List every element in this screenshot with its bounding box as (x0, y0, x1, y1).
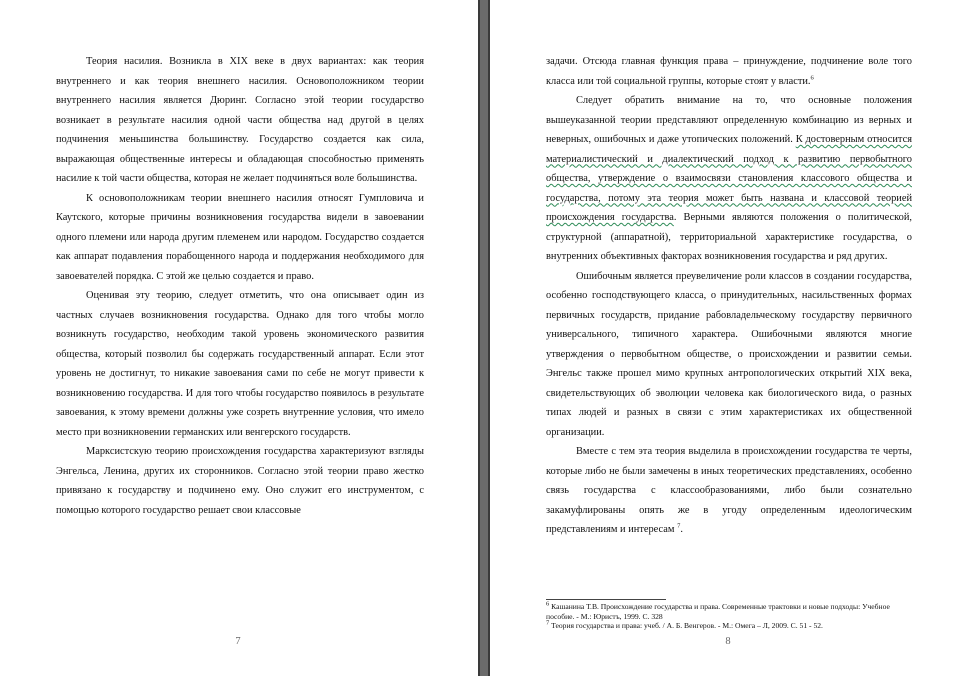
grammar-flagged-text: К достоверным относится материалистический и диалектический подход к развитию первобытного общества, утверждение о взаимосвязи становления классового общества и государства, потому эта теория может быть названа и классовой теорией происхождения государства (546, 134, 912, 223)
paragraph: Марксистскую теорию происхождения государства характеризуют взгляды Энгельса, Ленина, других их сторонников. Согласно этой теории право жестко привязано к государству и подчинено ему. Оно служит его инструментом, с помощью которого государство решает свои классовые (56, 446, 424, 516)
footnote-number: 6 (546, 600, 550, 608)
footnote (546, 621, 906, 631)
footnote (546, 602, 906, 621)
page-number: 8 (725, 636, 731, 647)
page-number: 7 (235, 636, 241, 647)
footnote-separator (546, 599, 666, 600)
footnote-text: Кашанина Т.В. Происхождение государства и права. Современные трактовки и новые подходы: Учебное пособие. - М.: Юристъ, 1999. С. 328 (546, 602, 890, 621)
page-body (56, 52, 424, 520)
footnote-number: 7 (546, 619, 550, 627)
paragraph (546, 91, 912, 267)
paragraph (546, 442, 912, 540)
paragraph-text: задачи. Отсюда главная функция права – принуждение, подчинение воле того класса или той социальной группы, которые стоят у власти. (546, 56, 912, 87)
paragraph (546, 52, 912, 91)
page-divider (478, 0, 490, 676)
paragraph-text: Вместе с тем эта теория выделила в происхождении государства те черты, которые либо не были замечены в иных теоретических представлениях, особенно связь государства с классообразованиями, либо были сознательно закамуфлированы опять же в угоду определенным идеологическим представлениям и интересам (546, 446, 912, 535)
paragraph: К основоположникам теории внешнего насилия относят Гумпловича и Каутского, которые причины возникновения государства видели в завоевании одного племени или народа другим племенем или народом. Государство создается как аппарат подавления порабощенного народа и поддержания необходимого для завоевателей порядка. С этой же целью создается и право. (56, 192, 424, 282)
footnotes (546, 602, 906, 631)
document-page-left (0, 0, 478, 676)
footnote-text: Теория государства и права: учеб. / А. Б. Венгеров. - М.: Омега – Л, 2009. С. 51 - 52. (551, 621, 823, 631)
paragraph-text: . (680, 524, 683, 535)
page-body (546, 52, 912, 540)
paragraph: Оценивая эту теорию, следует отметить, что она описывает один из частных случаев возникновения государства. Однако для того чтобы могло возникнуть государство, необходим такой уровень экономического развития общества, который позволил бы содержать государственный аппарат. Если этот уровень не достигнут, то никакие завоевания сами по себе не могут привести к возникновению государства. И для того чтобы государство появилось в результате завоевания, к этому времени должны уже созреть внутренние условия, что имело место при возникновении германских или венгерского государств. (56, 290, 424, 438)
footnote-ref[interactable]: 6 (810, 74, 814, 82)
paragraph-text: . Верными являются положения о политической, структурной (аппаратной), территориальной характеристике государства, о внутренних объективных факторах возникновения государства и ряд других. (546, 212, 912, 262)
paragraph: Ошибочным является преувеличение роли классов в создании государства, особенно господствующего класса, о принудительных, насильственных формах первичных государств, придание рабовладельческому государству первичного универсального, типичного характера. Ошибочными являются многие утверждения о первобытном обществе, о происхождении и развитии семьи. Энгельс также прошел мимо крупных антропологических открытий XIX века, свидетельствующих об эволюции человека как биологического вида, о разных типах людей и разных в связи с этим характеристиках их общественной организации. (546, 270, 912, 438)
paragraph: Теория насилия. Возникла в XIX веке в двух вариантах: как теория внутреннего и как теория внешнего насилия. Основоположником теории внутреннего насилия является Дюринг. Согласно этой теории государство возникает в результате насилия одной части общества над другой в целях подчинения меньшинства большинству. Государство создается как сила, выражающая общественные интересы и обладающая способностью применять насилие к той части общества, которая не желает подчиняться воле большинства. (56, 56, 424, 184)
paragraph-text: Следует обратить внимание на то, что основные положения вышеуказанной теории представляют определенную комбинацию из верных и неверных, ошибочных и даже утопических положений. (546, 95, 912, 145)
document-page-right (490, 0, 972, 676)
footnote-ref[interactable]: 7 (677, 522, 681, 530)
